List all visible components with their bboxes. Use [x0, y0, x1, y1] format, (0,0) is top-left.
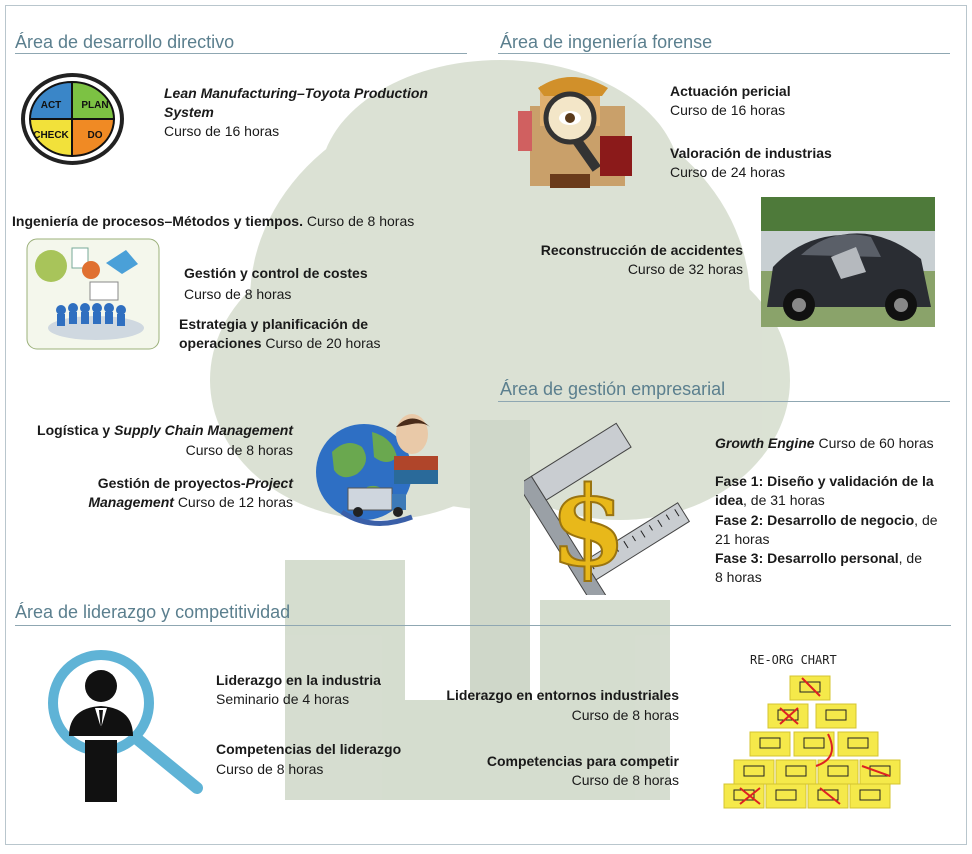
course-estrategia-title-line2: operaciones — [179, 335, 262, 351]
pdca-cycle-icon — [15, 72, 130, 167]
team-analytics-icon — [26, 238, 160, 350]
course-growth-duration: Curso de 60 horas — [818, 435, 934, 451]
course-proyectos-line2 — [10, 493, 293, 512]
course-lean-title: Lean Manufacturing–Toyota Production System — [164, 85, 428, 120]
course-reconstruccion-duration: Curso de 32 horas — [627, 261, 743, 277]
section-divider — [498, 401, 950, 402]
course-competencias-lid-title: Competencias del liderazgo — [216, 741, 402, 757]
forensic-collage-icon — [510, 66, 645, 196]
course-fase3-title: Fase 3: Desarrollo personal — [715, 550, 899, 566]
course-proyectos-title-b: Project — [245, 475, 293, 491]
course-lid-industria-title: Liderazgo en la industria — [216, 672, 381, 688]
course-fase1-title-line1: Fase 1: Diseño y validación de la — [715, 473, 934, 489]
course-growth — [715, 434, 934, 453]
course-fase2-line1 — [715, 511, 938, 530]
course-lid-entornos-title: Liderazgo en entornos industriales — [446, 687, 679, 703]
course-logistica-title-b: Supply Chain Management — [114, 422, 293, 438]
course-procesos-duration: Curso de 8 horas — [306, 213, 415, 229]
globe-logistics-icon — [312, 412, 438, 534]
section-title-desarrollo-directivo: Área de desarrollo directivo — [15, 32, 235, 52]
course-procesos-title: Ingeniería de procesos–Métodos y tiempos. — [12, 213, 303, 229]
course-fase1-line2 — [715, 491, 825, 510]
course-fase3-duration-b: 8 horas — [715, 569, 762, 585]
course-logistica-title-a: Logística y — [37, 422, 111, 438]
section-divider — [498, 53, 950, 54]
section-title-liderazgo-competitividad: Área de liderazgo y competitividad — [15, 602, 291, 622]
course-fase1-title-line2: idea — [715, 492, 744, 508]
course-fase1-duration: , de 31 horas — [743, 492, 825, 508]
course-logistica-title — [10, 421, 293, 440]
course-lean-duration: Curso de 16 horas — [164, 123, 280, 139]
course-proyectos-title-c: Management — [88, 494, 174, 510]
course-pericial-title: Actuación pericial — [670, 83, 791, 99]
course-valoracion-duration: Curso de 24 horas — [670, 164, 786, 180]
course-competir-title: Competencias para competir — [486, 753, 679, 769]
course-fase3-line1 — [715, 549, 922, 568]
section-divider — [15, 625, 951, 626]
pdca-do-label: DO — [87, 130, 103, 141]
course-proyectos-title-a: Gestión de proyectos- — [97, 475, 246, 491]
svg-text:$: $ — [549, 462, 627, 591]
reorg-chart-title: RE-ORG CHART — [750, 653, 837, 667]
course-logistica-duration: Curso de 8 horas — [185, 442, 293, 458]
course-costes-title: Gestión y control de costes — [184, 265, 368, 281]
section-title-ingenieria-forense: Área de ingeniería forense — [500, 32, 713, 52]
section-divider — [15, 53, 467, 54]
course-estrategia-duration: Curso de 20 horas — [265, 335, 381, 351]
course-fase3-duration-a: , de — [898, 550, 922, 566]
course-procesos — [12, 212, 452, 231]
course-fase2-duration-b: 21 horas — [715, 531, 770, 547]
course-competir-duration: Curso de 8 horas — [571, 772, 679, 788]
course-pericial-duration: Curso de 16 horas — [670, 102, 786, 118]
course-reconstruccion-title: Reconstrucción de accidentes — [540, 242, 743, 258]
course-fase2-title: Fase 2: Desarrollo de negocio — [715, 512, 915, 528]
course-fase2-duration-a: , de — [914, 512, 938, 528]
pdca-act-label: ACT — [40, 100, 62, 111]
course-competencias-lid-duration: Curso de 8 horas — [216, 761, 324, 777]
section-title-gestion-empresarial: Área de gestión empresarial — [500, 379, 726, 399]
dollar-caliper-icon — [524, 420, 694, 595]
course-valoracion-title: Valoración de industrias — [670, 145, 832, 161]
course-lid-entornos-duration: Curso de 8 horas — [571, 707, 679, 723]
course-estrategia-title-line1: Estrategia y planificación de — [179, 316, 369, 332]
reorg-chart-icon — [720, 648, 905, 813]
course-growth-title: Growth Engine — [715, 435, 815, 451]
pdca-check-label: CHECK — [33, 130, 69, 141]
car-accident-photo — [761, 197, 935, 327]
course-proyectos-title — [10, 474, 293, 493]
course-costes-duration: Curso de 8 horas — [184, 286, 292, 302]
course-proyectos-duration: Curso de 12 horas — [177, 494, 293, 510]
leader-magnifier-icon — [45, 648, 210, 806]
course-estrategia-line2 — [179, 334, 381, 353]
course-lid-industria-duration: Seminario de 4 horas — [216, 691, 350, 707]
pdca-plan-label: PLAN — [81, 100, 109, 111]
